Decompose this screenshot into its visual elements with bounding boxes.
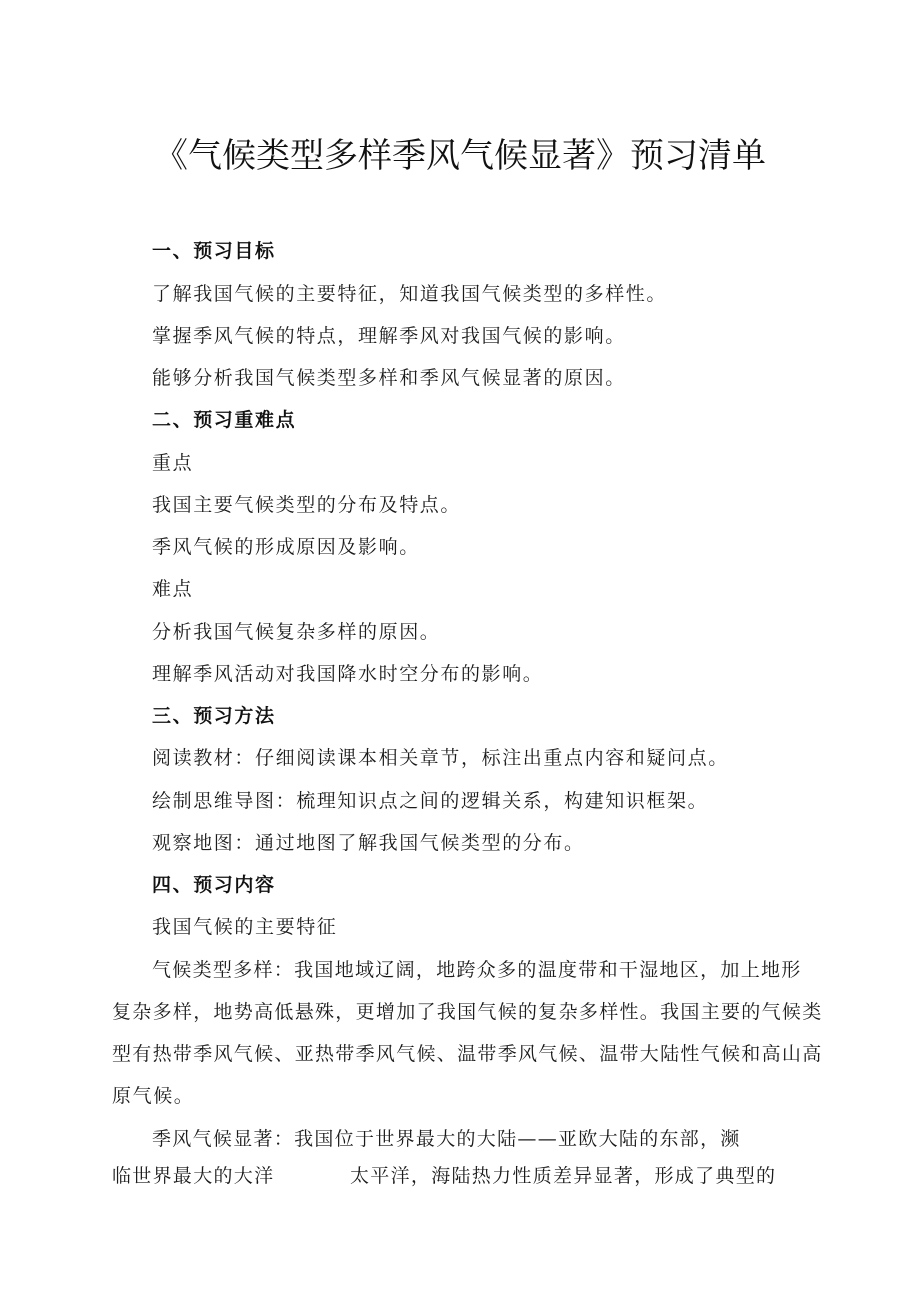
- paragraph-line: 气候类型多样：我国地域辽阔，地跨众多的温度带和干湿地区，加上地形: [152, 959, 802, 981]
- difficult-item: 理解季风活动对我国降水时空分布的影响。: [152, 663, 544, 685]
- method-item: 绘制思维导图：梳理知识点之间的逻辑关系，构建知识框架。: [152, 790, 709, 812]
- section-heading-content: 四、预习内容: [152, 874, 276, 896]
- key-label: 重点: [152, 452, 194, 474]
- section-heading-key-points: 二、预习重难点: [152, 409, 297, 431]
- method-item: 阅读教材：仔细阅读课本相关章节，标注出重点内容和疑问点。: [152, 747, 729, 769]
- paragraph-line-left: 临世界最大的大洋: [112, 1165, 275, 1187]
- difficult-item: 分析我国气候复杂多样的原因。: [152, 621, 441, 643]
- content-subheading: 我国气候的主要特征: [152, 916, 338, 938]
- section-heading-methods: 三、预习方法: [152, 705, 276, 727]
- goal-item: 掌握季风气候的特点，理解季风对我国气候的影响。: [152, 325, 626, 347]
- goal-item: 能够分析我国气候类型多样和季风气候显著的原因。: [152, 367, 626, 389]
- goal-item: 了解我国气候的主要特征，知道我国气候类型的多样性。: [152, 283, 668, 305]
- method-item: 观察地图：通过地图了解我国气候类型的分布。: [152, 832, 585, 854]
- key-item: 季风气候的形成原因及影响。: [152, 536, 420, 558]
- difficult-label: 难点: [152, 578, 194, 600]
- section-heading-goals: 一、预习目标: [152, 240, 276, 262]
- paragraph-line: 复杂多样，地势高低悬殊，更增加了我国气候的复杂多样性。我国主要的气候类: [112, 1001, 823, 1023]
- paragraph-line: 季风气候显著：我国位于世界最大的大陆——亚欧大陆的东部，濒: [152, 1128, 741, 1150]
- paragraph-line-right: 太平洋，海陆热力性质差异显著，形成了典型的: [350, 1165, 777, 1187]
- key-item: 我国主要气候类型的分布及特点。: [152, 494, 462, 516]
- paragraph-line: 原气候。: [112, 1085, 195, 1107]
- paragraph-line: 型有热带季风气候、亚热带季风气候、温带季风气候、温带大陆性气候和高山高: [112, 1043, 823, 1065]
- document-title: 《气候类型多样季风气候显著》预习清单: [154, 136, 766, 176]
